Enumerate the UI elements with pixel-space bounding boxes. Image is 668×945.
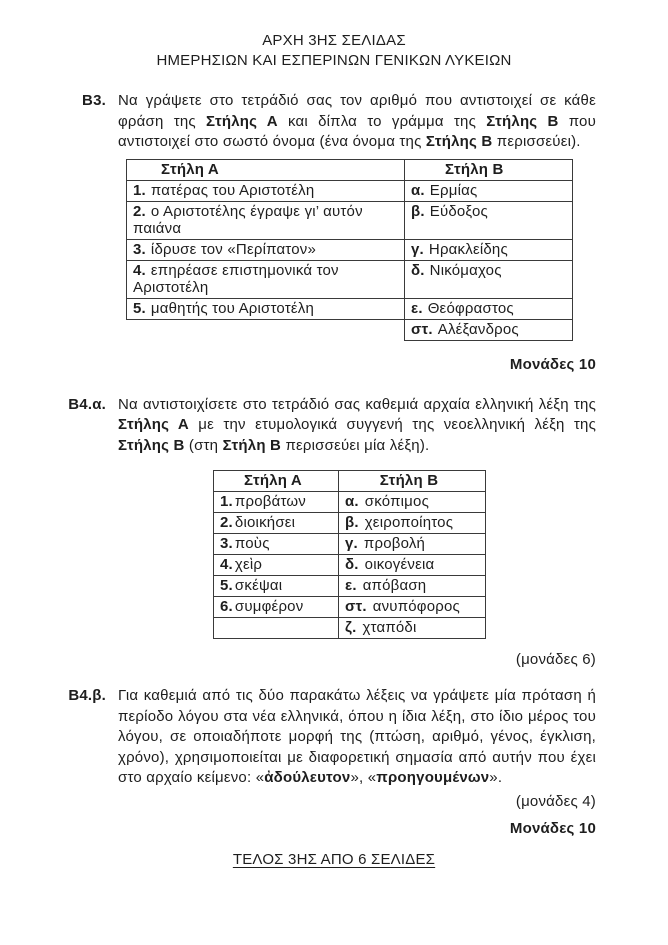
- item-letter: α.: [411, 181, 425, 199]
- table-row: [214, 534, 486, 555]
- item-number: 3.: [133, 240, 146, 258]
- word-text: χεὶρ: [234, 556, 263, 573]
- word-text: ποὺς: [234, 535, 270, 552]
- phrase-text: μαθητής του Αριστοτέλη: [150, 299, 315, 317]
- table-header-row: [127, 159, 573, 180]
- item-letter: α.: [345, 493, 359, 510]
- name-text: Εύδοξος: [429, 202, 488, 220]
- table-row: [127, 319, 573, 340]
- phrase-cell: [127, 201, 405, 239]
- submarks-b4a: (μονάδες 6): [515, 651, 596, 668]
- name-cell: [405, 180, 573, 201]
- match-text: απόβαση: [362, 577, 427, 594]
- word-text: συμφέρον: [234, 598, 304, 615]
- question-b3-label: Β3.: [82, 92, 106, 109]
- empty-cell: [214, 618, 339, 639]
- column-a-header: Στήλη Α: [214, 471, 339, 492]
- item-letter: ε.: [411, 299, 423, 317]
- item-letter: γ.: [345, 535, 358, 552]
- question-b3: [66, 91, 596, 153]
- name-text: Νικόμαχος: [429, 261, 502, 279]
- question-b4a-label: Β4.α.: [68, 395, 106, 413]
- question-b3-text: Να γράψετε στο τετράδιό σας τον αριθμό που αντιστοιχεί σε κάθε φράση της Στήλης Α και δίπλα το γράμμα της Στήλης Β που αντιστοιχεί στο σωστό όνομα (ένα όνομα της Στήλης Β περισσεύει).: [118, 92, 596, 150]
- item-letter: ζ.: [345, 619, 357, 636]
- item-letter: β.: [345, 514, 359, 531]
- match-text: οικογένεια: [364, 556, 435, 573]
- matching-table-b3: [126, 159, 573, 341]
- word-text: διοικήσει: [234, 514, 296, 531]
- question-b4b: [66, 686, 596, 789]
- name-text: Θεόφραστος: [427, 299, 514, 317]
- item-letter: δ.: [345, 556, 359, 573]
- table-row: [127, 298, 573, 319]
- table-row: [127, 201, 573, 239]
- name-text: Ηρακλείδης: [428, 240, 508, 258]
- page-footer: [0, 850, 668, 870]
- word-text: προβάτων: [234, 493, 306, 510]
- question-b4b-label: Β4.β.: [68, 687, 106, 704]
- table-row: [127, 180, 573, 201]
- table-row: [214, 555, 486, 576]
- table-row: [214, 597, 486, 618]
- column-b-header: Στήλη Β: [339, 471, 486, 492]
- name-text: Αλέξανδρος: [437, 320, 519, 338]
- item-letter: ε.: [345, 577, 357, 594]
- phrase-text: πατέρας του Αριστοτέλη: [150, 181, 315, 199]
- page-header-line1: ΑΡΧΗ 3ΗΣ ΣΕΛΙΔΑΣ: [262, 32, 406, 49]
- table-row: [214, 492, 486, 513]
- match-text: ανυπόφορος: [372, 598, 460, 615]
- name-cell: [405, 201, 573, 239]
- phrase-text: ο Αριστοτέλης έγραψε γι’ αυτόν παιάνα: [133, 202, 363, 237]
- item-number: 1.: [133, 181, 146, 199]
- phrase-text: επηρέασε επιστημονικά τον Αριστοτέλη: [133, 261, 339, 296]
- question-b4b-text: Για καθεμιά από τις δύο παρακάτω λέξεις να γράψετε μία πρόταση ή περίοδο λόγου στα νέα ελληνικά, όπου η ίδια λέξη, στο ίδιο μέρος του λόγου, σε οποιαδήποτε μορφή της (πτώση, αριθμό, γένος, έγκλιση, χρόνο), χρησιμοποιείται με διαφορετική σημασία από αυτήν που έχει στο αρχαίο κείμενο: «ἀδούλευτον», «προηγουμένων».: [118, 687, 596, 786]
- match-cell: [339, 534, 486, 555]
- item-letter: δ.: [411, 261, 425, 279]
- word-cell: [214, 492, 339, 513]
- phrase-cell: [127, 239, 405, 260]
- word-cell: [214, 597, 339, 618]
- item-number: 2.: [220, 514, 233, 531]
- word-cell: [214, 555, 339, 576]
- page-footer-text: ΤΕΛΟΣ 3ΗΣ ΑΠΟ 6 ΣΕΛΙΔΕΣ: [232, 850, 436, 868]
- item-letter: β.: [411, 202, 425, 220]
- phrase-cell: [127, 298, 405, 319]
- item-number: 6.: [220, 598, 233, 615]
- item-number: 5.: [133, 299, 146, 317]
- match-cell: [339, 555, 486, 576]
- phrase-text: ίδρυσε τον «Περίπατον»: [150, 240, 317, 258]
- match-cell: [339, 597, 486, 618]
- match-text: σκόπιμος: [364, 493, 429, 510]
- table-row: [214, 513, 486, 534]
- name-cell: [405, 298, 573, 319]
- item-number: 3.: [220, 535, 233, 552]
- match-text: χειροποίητος: [364, 514, 454, 531]
- page-header: [0, 31, 668, 71]
- table-row: [214, 618, 486, 639]
- match-cell: [339, 576, 486, 597]
- marks-b4: Μονάδες 10: [509, 819, 596, 837]
- table-header-row: [214, 471, 486, 492]
- word-cell: [214, 576, 339, 597]
- match-cell: [339, 492, 486, 513]
- match-cell: [339, 618, 486, 639]
- name-cell: [405, 319, 573, 340]
- phrase-cell: [127, 260, 405, 298]
- match-text: χταπόδι: [362, 619, 417, 636]
- item-number: 4.: [220, 556, 233, 573]
- column-a-header: Στήλη Α: [127, 159, 405, 180]
- word-cell: [214, 513, 339, 534]
- name-text: Ερμίας: [429, 181, 478, 199]
- matching-table-b4a: [213, 470, 486, 639]
- page-header-line2: ΗΜΕΡΗΣΙΩΝ ΚΑΙ ΕΣΠΕΡΙΝΩΝ ΓΕΝΙΚΩΝ ΛΥΚΕΙΩΝ: [156, 52, 512, 69]
- item-letter: στ.: [345, 598, 367, 615]
- item-number: 1.: [220, 493, 233, 510]
- item-number: 5.: [220, 577, 233, 594]
- item-letter: γ.: [411, 240, 424, 258]
- marks-b3: Μονάδες 10: [509, 355, 596, 373]
- table-row: [127, 239, 573, 260]
- question-b4a: [66, 395, 596, 457]
- question-b4a-text: Να αντιστοιχίσετε στο τετράδιό σας καθεμιά αρχαία ελληνική λέξη της Στήλης Α με την ετυμολογικά συγγενή της νεοελληνική λέξη της Στήλης Β (στη Στήλη Β περισσεύει μία λέξη).: [118, 395, 596, 454]
- column-b-header: Στήλη Β: [405, 159, 573, 180]
- submarks-b4b: (μονάδες 4): [515, 792, 596, 810]
- word-text: σκέψαι: [234, 577, 283, 594]
- name-cell: [405, 239, 573, 260]
- item-number: 4.: [133, 261, 146, 279]
- match-text: προβολή: [363, 535, 426, 552]
- empty-cell: [127, 319, 405, 340]
- table-row: [127, 260, 573, 298]
- table-row: [214, 576, 486, 597]
- phrase-cell: [127, 180, 405, 201]
- item-letter: στ.: [411, 320, 433, 338]
- word-cell: [214, 534, 339, 555]
- item-number: 2.: [133, 202, 146, 220]
- name-cell: [405, 260, 573, 298]
- match-cell: [339, 513, 486, 534]
